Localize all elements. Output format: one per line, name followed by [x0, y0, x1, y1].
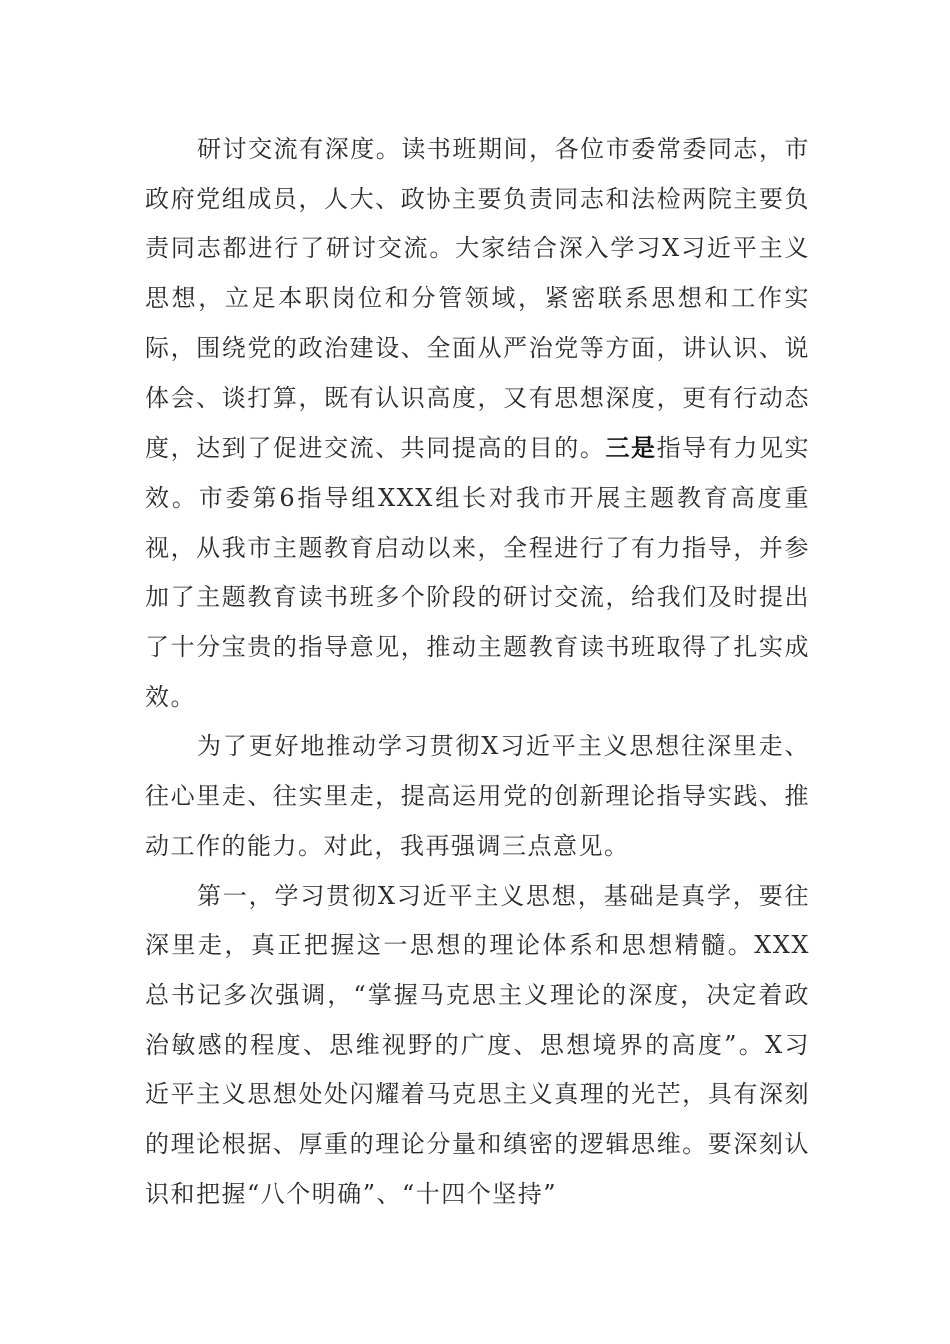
paragraph-further-promotion: 为了更好地推动学习贯彻X习近平主义思想往深里走、往心里走、往实里走，提高运用党的创新理论指导实践、推动工作的能力。对此，我再强调三点意见。 — [145, 732, 810, 860]
paragraph-text: 指导有力见实效。市委第6指导组XXX组长对我市开展主题教育高度重视，从我市主题教育启动以来，全程进行了有力指导，并参加了主题教育读书班多个阶段的研讨交流，给我们及时提出了十分宝贵的指导意见，推动主题教育读书班取得了扎实成效。 — [145, 434, 811, 711]
bold-heading-third: 三是 — [605, 433, 657, 463]
paragraph-seminar-exchange — [145, 125, 810, 722]
paragraph-text: 研讨交流有深度。读书班期间，各位市委常委同志，市政府党组成员，人大、政协主要负责同志和法检两院主要负责同志都进行了研讨交流。大家结合深入学习X习近平主义思想，立足本职岗位和分管领域，紧密联系思想和工作实际，围绕党的政治建设、全面从严治党等方面，讲认识、说体会、谈打算，既有认识高度，又有思想深度，更有行动态度，达到了促进交流、共同提高的目的。 — [145, 135, 810, 463]
document-body — [145, 125, 810, 1219]
paragraph-first-point: 第一，学习贯彻X习近平主义思想，基础是真学，要往深里走，真正把握这一思想的理论体系和思想精髓。XXX总书记多次强调，“掌握马克思主义理论的深度，决定着政治敏感的程度、思维视野的广度、思想境界的高度”。X习近平主义思想处处闪耀着马克思主义真理的光芒，具有深刻的理论根据、厚重的理论分量和缜密的逻辑思维。要深刻认识和把握“八个明确”、“十四个坚持” — [145, 881, 810, 1208]
